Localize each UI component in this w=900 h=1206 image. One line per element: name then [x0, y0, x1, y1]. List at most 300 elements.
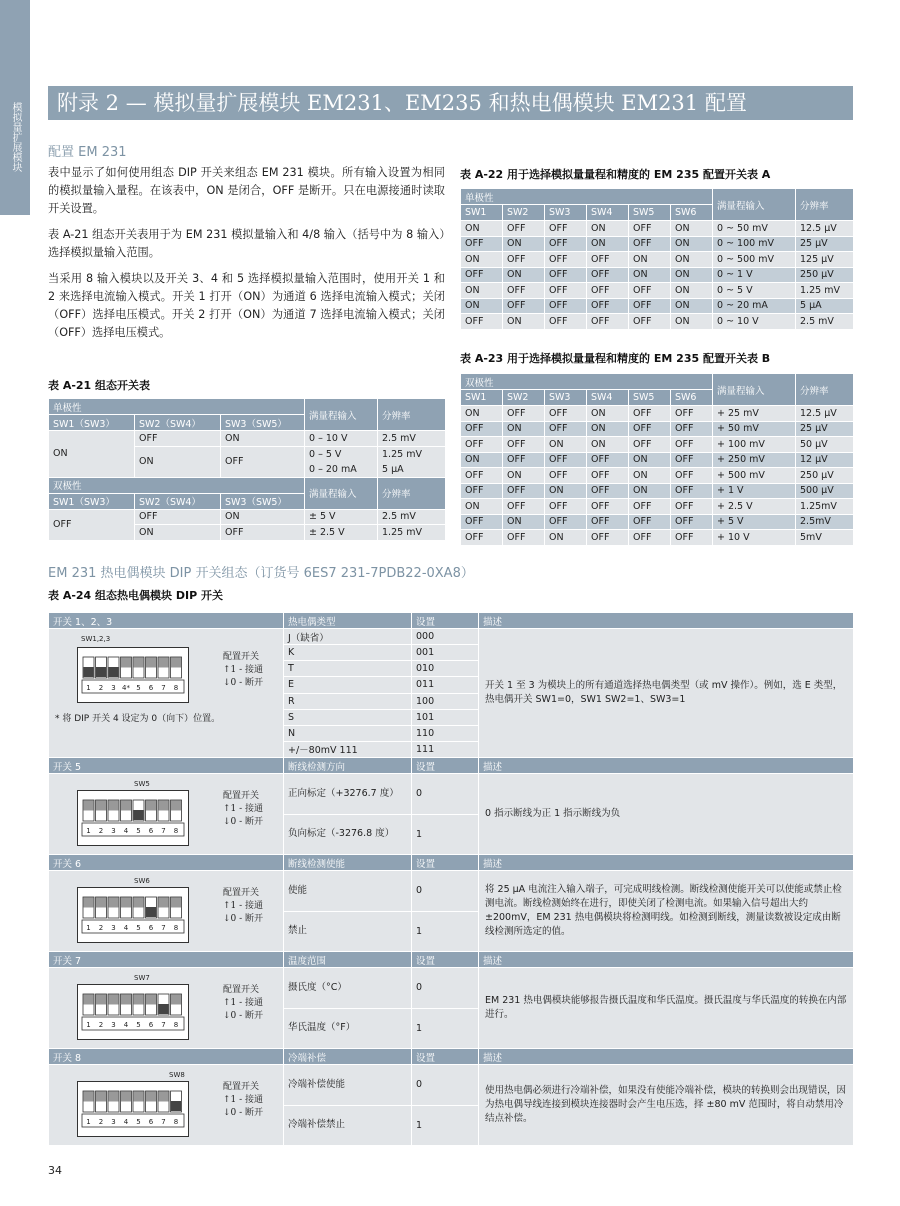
cell: 0 ~ 10 V [713, 314, 796, 330]
cell: OFF [671, 437, 713, 453]
setting-cell: 1 [412, 1105, 479, 1146]
cell: OFF [461, 421, 503, 437]
cell: OFF [461, 514, 503, 530]
cell: 5 μA [796, 298, 854, 314]
cell: ON [629, 267, 671, 283]
cell: OFF [545, 314, 587, 330]
switch-number: 4 [123, 1118, 129, 1126]
switch-off [134, 995, 144, 1005]
cell: ON [503, 236, 545, 252]
cell: OFF [671, 406, 713, 422]
cell: OFF [545, 468, 587, 484]
legend [223, 887, 263, 926]
table-row [461, 437, 854, 453]
switch-off [96, 1092, 106, 1102]
table-a21 [48, 398, 446, 541]
switch-off [109, 898, 119, 908]
switch-off [134, 1092, 144, 1102]
switch-number: 5 [136, 684, 141, 692]
col-header: SW1（SW3） [49, 493, 135, 509]
cell: OFF [461, 314, 503, 330]
switch-diagram [49, 968, 283, 1048]
setting-cell: 0 [412, 968, 479, 1009]
cell: ON [503, 421, 545, 437]
cell: ON [587, 406, 629, 422]
legend-line: 配置开关 [223, 985, 260, 995]
cell: 2.5 mV [378, 431, 446, 447]
cell: ± 5 V [305, 509, 378, 525]
cell: ON [671, 267, 713, 283]
switch-off [109, 801, 119, 811]
switch-off [96, 801, 106, 811]
cell: ON [671, 252, 713, 268]
section-header [49, 855, 854, 871]
switch-number: 6 [148, 1118, 154, 1126]
cell: ON [629, 483, 671, 499]
dip-number-strip [82, 823, 184, 836]
cell: + 50 mV [713, 421, 796, 437]
cell: OFF [629, 421, 671, 437]
setting-cell: 111 [412, 741, 479, 757]
cell: ON [503, 267, 545, 283]
col-header: SW4 [587, 205, 629, 221]
note: * 将 DIP 开关 4 设定为 0（向下）位置。 [55, 714, 221, 724]
cell: OFF [135, 431, 221, 447]
table-a21-caption: 表 A-21 组态开关表 [48, 379, 151, 392]
cell: OFF [461, 483, 503, 499]
col-header: 设置 [412, 952, 479, 968]
cell: ON [461, 452, 503, 468]
cell: OFF [461, 267, 503, 283]
switch-number: 7 [161, 924, 166, 932]
switch-number: 5 [136, 1118, 141, 1126]
legend-line: ↓0 - 断开 [223, 1108, 264, 1118]
cell: + 2.5 V [713, 499, 796, 515]
col-header: 设置 [412, 758, 479, 774]
cell: OFF [461, 236, 503, 252]
switch-diagram [49, 629, 283, 757]
col-header: 描述 [479, 758, 854, 774]
cell: OFF [587, 483, 629, 499]
cell: ON [587, 236, 629, 252]
group-header: 单极性 [461, 189, 713, 205]
cell: ON [135, 525, 221, 541]
switch-on [84, 667, 94, 677]
switch-off [159, 898, 169, 908]
switch-number: 1 [86, 1021, 91, 1029]
cell: ON [545, 437, 587, 453]
switch-on [171, 1101, 181, 1111]
setting-cell: 1 [412, 814, 479, 855]
intro-text [48, 164, 445, 350]
cell: OFF [545, 298, 587, 314]
cell: 5 μA [378, 462, 446, 478]
cell: 1.25 mV [378, 446, 446, 462]
cell: 0 – 20 mA [305, 462, 378, 478]
setting-cell: 000 [412, 629, 479, 645]
cell: OFF [545, 514, 587, 530]
cell: OFF [49, 509, 135, 540]
switch-label: SW8 [169, 1071, 185, 1079]
switch-number: 3 [111, 1021, 116, 1029]
cell: + 10 V [713, 530, 796, 546]
switch-label: SW7 [134, 974, 150, 982]
setting-cell: 011 [412, 677, 479, 693]
cell: OFF [545, 406, 587, 422]
switch-number: 4* [122, 684, 130, 692]
switch-number: 8 [173, 684, 179, 692]
col-header: 断线检测方向 [284, 758, 412, 774]
cell: OFF [629, 514, 671, 530]
cell: OFF [671, 514, 713, 530]
section-header [49, 1049, 854, 1065]
switch-label: SW5 [134, 780, 150, 788]
switch-header: 开关 1、2、3 [49, 613, 284, 629]
description-cell: 将 25 μA 电流注入输入端子，可完成明线检测。断线检测使能开关可以使能或禁止检测电流。断线检测始终在进行，即使关闭了检测电流。如果输入信号超出大约 ±200mV，EM 231 热电偶模块将检测明线。如检测到断线，测量读数被设定成由断线检测所选定的值。 [479, 871, 854, 952]
switch-diagram [49, 871, 283, 951]
table-row [49, 871, 854, 912]
paragraph: 表 A-21 组态开关表用于为 EM 231 模拟量输入和 4/8 输入（括号中为 8 输入）选择模拟量输入范围。 [48, 228, 445, 259]
table-a24-caption: 表 A-24 组态热电偶模块 DIP 开关 [48, 589, 223, 602]
col-header: 描述 [479, 855, 854, 871]
section-heading: 配置 EM 231 [48, 145, 127, 160]
switch-off [96, 995, 106, 1005]
switch-off [84, 995, 94, 1005]
description-cell: 开关 1 至 3 为模块上的所有通道选择热电偶类型（或 mV 操作）。例如，选 E 类型，热电偶开关 SW1=0，SW1 SW2=1、SW3=1 [479, 629, 854, 758]
switch-on [159, 1004, 169, 1014]
switch-number: 1 [86, 684, 91, 692]
cell: 0 ~ 1 V [713, 267, 796, 283]
table-row [461, 483, 854, 499]
dip-switch-diagram [77, 1081, 189, 1137]
table-row [461, 530, 854, 546]
switch-off [146, 1092, 156, 1102]
col-header: SW6 [671, 205, 713, 221]
cell: ON [587, 437, 629, 453]
switch-diagram-cell [49, 871, 284, 952]
switch-off [134, 658, 144, 668]
table-row [461, 468, 854, 484]
table-row [461, 221, 854, 237]
cell: 1.25 mV [378, 525, 446, 541]
cell: 250 μV [796, 468, 854, 484]
switch-number: 2 [98, 1118, 104, 1126]
table-row [49, 1065, 854, 1106]
cell: 1.25 mV [796, 283, 854, 299]
cell: OFF [587, 514, 629, 530]
col-header: SW6 [671, 390, 713, 406]
dip-number-strip [82, 680, 184, 693]
table-a22 [460, 188, 854, 330]
col-header: SW2（SW4） [135, 415, 221, 431]
paragraph: 当采用 8 输入模块以及开关 3、4 和 5 选择模拟量输入范围时，使用开关 1 和 2 来选择电流输入模式。开关 1 打开（ON）为通道 6 选择电流输入模式；关闭（OFF）选择电压模式。开关 2 打开（ON）为通道 7 选择电流输入模式；关闭（OFF）选择电压模式。 [48, 272, 445, 339]
type-cell: R [284, 693, 412, 709]
type-cell: E [284, 677, 412, 693]
cell: OFF [587, 314, 629, 330]
switch-diagram-cell [49, 774, 284, 855]
type-cell: 负向标定（-3276.8 度） [284, 814, 412, 855]
setting-cell: 010 [412, 661, 479, 677]
cell: OFF [671, 468, 713, 484]
switch-number: 2 [98, 827, 104, 835]
legend-line: 配置开关 [223, 1082, 260, 1092]
section-header [49, 613, 854, 629]
cell: ON [545, 530, 587, 546]
cell: ON [461, 499, 503, 515]
cell: 0 ~ 100 mV [713, 236, 796, 252]
cell: OFF [545, 221, 587, 237]
switch-off [146, 995, 156, 1005]
switch-number: 3 [111, 924, 116, 932]
page-title: 附录 2 — 模拟量扩展模块 EM231、EM235 和热电偶模块 EM231 配置 [48, 86, 853, 120]
cell: ON [135, 446, 221, 477]
type-cell: 华氏温度（°F） [284, 1008, 412, 1049]
switch-number: 2 [98, 1021, 104, 1029]
cell: 25 μV [796, 421, 854, 437]
table-a22-caption: 表 A-22 用于选择模拟量量程和精度的 EM 235 配置开关表 A [460, 168, 771, 181]
description-cell: EM 231 热电偶模块能够报告摄氏温度和华氏温度。摄氏温度与华氏温度的转换在内部进行。 [479, 968, 854, 1049]
col-header: 满量程输入 [305, 399, 378, 431]
col-header: 分辨率 [796, 374, 854, 406]
switch-number: 7 [161, 827, 166, 835]
cell: 0 ~ 50 mV [713, 221, 796, 237]
cell: OFF [545, 236, 587, 252]
switch-on [146, 907, 156, 917]
switch-off [146, 658, 156, 668]
setting-cell: 101 [412, 709, 479, 725]
col-header: 分辨率 [796, 189, 854, 221]
cell: ON [671, 221, 713, 237]
cell: 0 ~ 20 mA [713, 298, 796, 314]
legend-line: ↑1 - 接通 [223, 901, 264, 911]
switch-number: 5 [136, 827, 141, 835]
cell: OFF [135, 509, 221, 525]
cell: OFF [671, 530, 713, 546]
legend-line: ↑1 - 接通 [223, 665, 264, 675]
table-row [461, 252, 854, 268]
cell: OFF [587, 499, 629, 515]
switch-number: 3 [111, 684, 116, 692]
col-header: 满量程输入 [713, 374, 796, 406]
cell: OFF [629, 314, 671, 330]
cell: OFF [587, 298, 629, 314]
dip-number-strip [82, 1017, 184, 1030]
table-row [461, 283, 854, 299]
col-header: 温度范围 [284, 952, 412, 968]
cell: + 1 V [713, 483, 796, 499]
setting-cell: 1 [412, 911, 479, 952]
switch-diagram [49, 774, 283, 854]
legend-line: 配置开关 [223, 791, 260, 801]
dip-switch-diagram [77, 647, 189, 703]
switch-diagram-cell [49, 1065, 284, 1146]
col-header: SW1（SW3） [49, 415, 135, 431]
switch-off [109, 995, 119, 1005]
cell: OFF [587, 468, 629, 484]
switch-off [121, 995, 131, 1005]
col-header: 热电偶类型 [284, 613, 412, 629]
col-header: 断线检测使能 [284, 855, 412, 871]
switch-header: 开关 6 [49, 855, 284, 871]
cell: ON [671, 283, 713, 299]
type-cell: J（缺省） [284, 629, 412, 645]
cell: OFF [461, 530, 503, 546]
cell: ON [221, 431, 305, 447]
legend-line: ↓0 - 断开 [223, 678, 264, 688]
col-header: SW5 [629, 390, 671, 406]
section-header [49, 952, 854, 968]
cell: OFF [545, 252, 587, 268]
col-header: SW1 [461, 390, 503, 406]
switch-off [134, 898, 144, 908]
cell: ON [503, 468, 545, 484]
cell: OFF [461, 468, 503, 484]
switch-header: 开关 7 [49, 952, 284, 968]
col-header: 冷端补偿 [284, 1049, 412, 1065]
cell: 50 μV [796, 437, 854, 453]
switch-off [171, 801, 181, 811]
cell: ON [49, 431, 135, 478]
switch-number: 7 [161, 1118, 166, 1126]
switch-label: SW6 [134, 877, 150, 885]
switch-number: 3 [111, 827, 116, 835]
dip-switch-diagram [77, 790, 189, 846]
table-row [461, 236, 854, 252]
cell: OFF [671, 421, 713, 437]
switch-on [109, 667, 119, 677]
cell: OFF [503, 406, 545, 422]
switch-number: 5 [136, 1021, 141, 1029]
type-cell: 冷端补偿使能 [284, 1065, 412, 1106]
cell: 125 μV [796, 252, 854, 268]
legend-line: 配置开关 [223, 888, 260, 898]
cell: + 100 mV [713, 437, 796, 453]
switch-number: 4 [123, 924, 129, 932]
cell: ON [671, 314, 713, 330]
cell: OFF [587, 530, 629, 546]
legend-line: ↑1 - 接通 [223, 998, 264, 1008]
legend [223, 984, 263, 1023]
col-header: 设置 [412, 855, 479, 871]
cell: OFF [629, 499, 671, 515]
switch-off [171, 658, 181, 668]
switch-number: 4 [123, 1021, 129, 1029]
col-header: 设置 [412, 613, 479, 629]
cell: + 500 mV [713, 468, 796, 484]
cell: + 250 mV [713, 452, 796, 468]
table-row [461, 514, 854, 530]
switch-number: 2 [98, 684, 104, 692]
cell: 2.5 mV [378, 509, 446, 525]
cell: OFF [503, 437, 545, 453]
type-cell: T [284, 661, 412, 677]
cell: OFF [629, 298, 671, 314]
col-header: SW3 [545, 390, 587, 406]
type-cell: K [284, 645, 412, 661]
switch-off [96, 898, 106, 908]
cell: OFF [545, 267, 587, 283]
type-cell: 摄氏度（°C） [284, 968, 412, 1009]
type-cell: +/－80mV 111 [284, 741, 412, 757]
switch-header: 开关 8 [49, 1049, 284, 1065]
col-header: SW1 [461, 205, 503, 221]
col-header: SW2 [503, 205, 545, 221]
setting-cell: 0 [412, 774, 479, 815]
col-header: 描述 [479, 1049, 854, 1065]
table-a23 [460, 373, 854, 546]
cell: 0 ~ 500 mV [713, 252, 796, 268]
switch-number: 6 [148, 827, 154, 835]
cell: ON [629, 252, 671, 268]
cell: OFF [503, 283, 545, 299]
cell: OFF [503, 252, 545, 268]
cell: 12.5 μV [796, 406, 854, 422]
cell: 0 – 10 V [305, 431, 378, 447]
cell: 500 μV [796, 483, 854, 499]
legend [223, 651, 263, 690]
cell: OFF [629, 283, 671, 299]
cell: OFF [671, 483, 713, 499]
switch-number: 3 [111, 1118, 116, 1126]
switch-off [159, 801, 169, 811]
col-header: SW3（SW5） [221, 493, 305, 509]
col-header: 分辨率 [378, 477, 446, 509]
switch-number: 5 [136, 924, 141, 932]
switch-number: 8 [173, 1118, 179, 1126]
section-heading: EM 231 热电偶模块 DIP 开关组态（订货号 6ES7 231-7PDB22-0XA8） [48, 566, 474, 581]
table-row [49, 968, 854, 1009]
cell: ON [461, 221, 503, 237]
table-a24 [48, 612, 854, 1146]
setting-cell: 1 [412, 1008, 479, 1049]
table-row [461, 421, 854, 437]
legend-line: ↓0 - 断开 [223, 817, 264, 827]
col-header: 描述 [479, 613, 854, 629]
switch-number: 8 [173, 827, 179, 835]
paragraph: 表中显示了如何使用组态 DIP 开关来组态 EM 231 模块。所有输入设置为相同的模拟量输入量程。在该表中，ON 是闭合，OFF 是断开。只在电源接通时读取开关设置。 [48, 166, 445, 215]
cell: OFF [587, 283, 629, 299]
switch-off [159, 1092, 169, 1102]
switch-header: 开关 5 [49, 758, 284, 774]
cell: OFF [629, 236, 671, 252]
switch-number: 8 [173, 924, 179, 932]
cell: 1.25mV [796, 499, 854, 515]
cell: + 5 V [713, 514, 796, 530]
side-tab: 模拟量扩展模块 [0, 0, 30, 215]
switch-number: 2 [98, 924, 104, 932]
switch-number: 4 [123, 827, 129, 835]
cell: OFF [545, 421, 587, 437]
cell: OFF [503, 452, 545, 468]
cell: 12 μV [796, 452, 854, 468]
cell: ON [461, 406, 503, 422]
legend [223, 790, 263, 829]
page-number: 34 [48, 1164, 62, 1177]
type-cell: N [284, 725, 412, 741]
switch-off [121, 801, 131, 811]
description-cell: 使用热电偶必须进行冷端补偿，如果没有使能冷端补偿，模块的转换则会出现错误，因为热电偶导线连接到模块连接器时会产生电压选，择 ±80 mV 范围时，将自动禁用冷结点补偿。 [479, 1065, 854, 1146]
col-header: SW2（SW4） [135, 493, 221, 509]
switch-number: 6 [148, 684, 154, 692]
dip-number-strip [82, 1114, 184, 1127]
setting-cell: 0 [412, 1065, 479, 1106]
group-header: 双极性 [461, 374, 713, 390]
cell: ON [545, 483, 587, 499]
switch-number: 7 [161, 1021, 166, 1029]
switch-number: 7 [161, 684, 166, 692]
col-header: 分辨率 [378, 399, 446, 431]
cell: OFF [503, 499, 545, 515]
